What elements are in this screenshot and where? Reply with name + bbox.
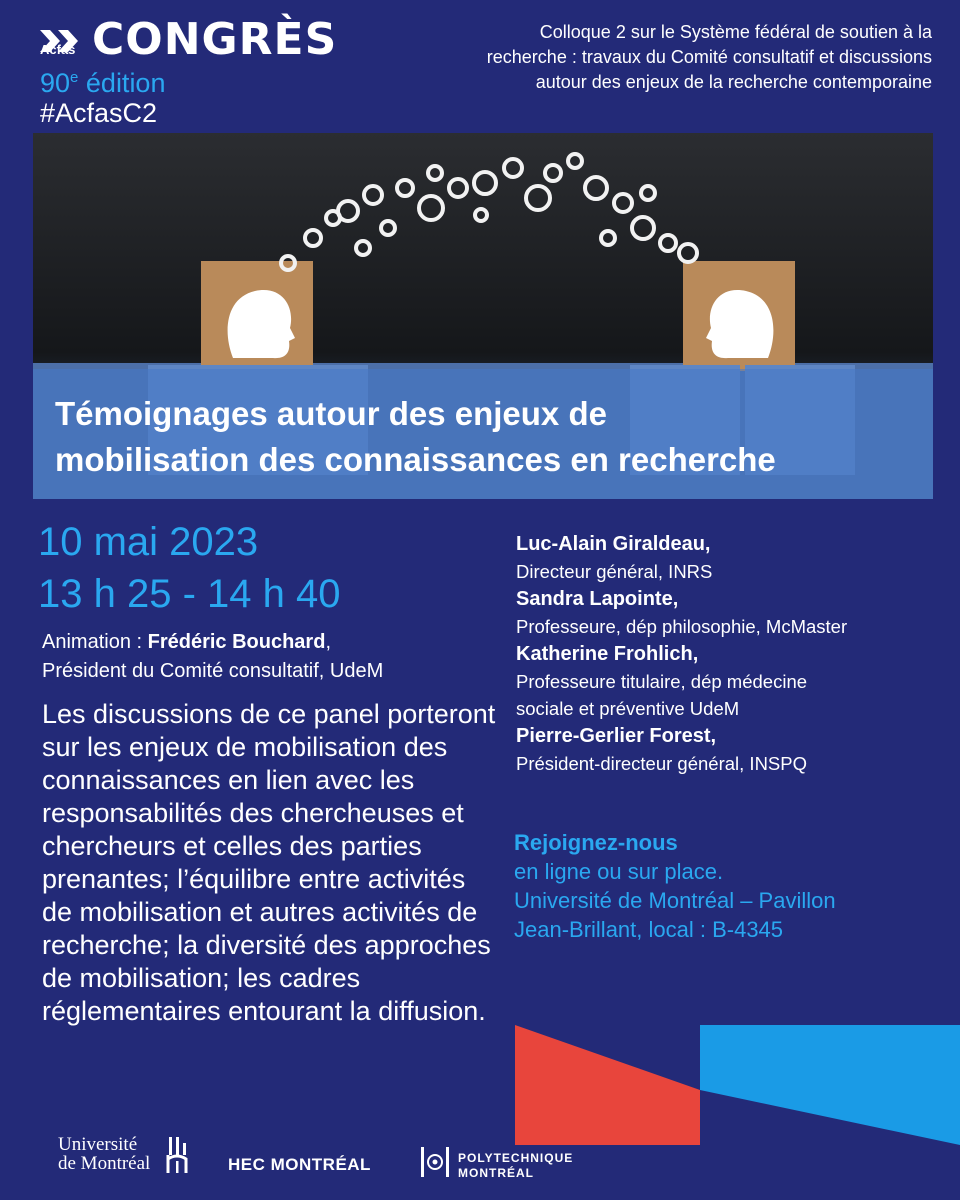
edition-label: 90e édition [40, 68, 166, 98]
panel-description: Les discussions de ce panel porteront sur les enjeux de mobilisation des connaissances en lien avec les responsabilités des chercheuses et chercheurs et celles des parties prenantes; l’équilibre entre activités de mobilisation et autres activités de recherche; la diversité des approches de mobilisation; les cadres réglementaires entourant la diffusion. [42, 699, 496, 1026]
hero-image [33, 133, 933, 499]
udem-emblem-icon [166, 1135, 188, 1175]
colloque-description: Colloque 2 sur le Système fédéral de soutien à la recherche : travaux du Comité consultatif et discussions autour des enjeux de la recherche contemporaine [486, 22, 932, 92]
join-title: Rejoignez-nous [514, 830, 678, 855]
hec-logo: HEC MONTRÉAL [228, 1155, 371, 1174]
speaker-item: Luc-Alain Giraldeau, Directeur général, INRS [516, 533, 713, 582]
polytechnique-emblem-icon [420, 1145, 450, 1179]
speaker-list [516, 530, 936, 777]
udem-logo: Université de Montréal [58, 1135, 150, 1173]
red-shape [515, 1025, 700, 1145]
hashtag: #AcfasC2 [40, 98, 158, 128]
acfas-logo-text: Acfas [40, 42, 76, 57]
speaker-item: Sandra Lapointe, Professeure, dép philosophie, McMaster [516, 588, 848, 637]
speaker-item: Pierre-Gerlier Forest, Président-directeur général, INSPQ [516, 725, 807, 774]
moderator-role: Président du Comité consultatif, UdeM [42, 660, 384, 682]
event-date: 10 mai 2023 [38, 520, 259, 564]
moderator-name: Frédéric Bouchard [147, 631, 326, 653]
animation-info: Animation : Frédéric Bouchard, Président du Comité consultatif, UdeM [42, 628, 383, 686]
polytechnique-logo: POLYTECHNIQUE MONTRÉAL [420, 1145, 450, 1184]
speaker-item: Katherine Frohlich, Professeure titulaire, dép médecine sociale et préventive UdeM [516, 643, 808, 719]
hero-title: Témoignages autour des enjeux de mobilisation des connaissances en recherche [55, 395, 776, 478]
join-info: Rejoignez-nous en ligne ou sur place. Université de Montréal – Pavillon Jean-Brillant, local : B-4345 [514, 828, 934, 944]
congres-title: CONGRÈS [92, 14, 338, 65]
event-time: 13 h 25 - 14 h 40 [38, 572, 341, 616]
